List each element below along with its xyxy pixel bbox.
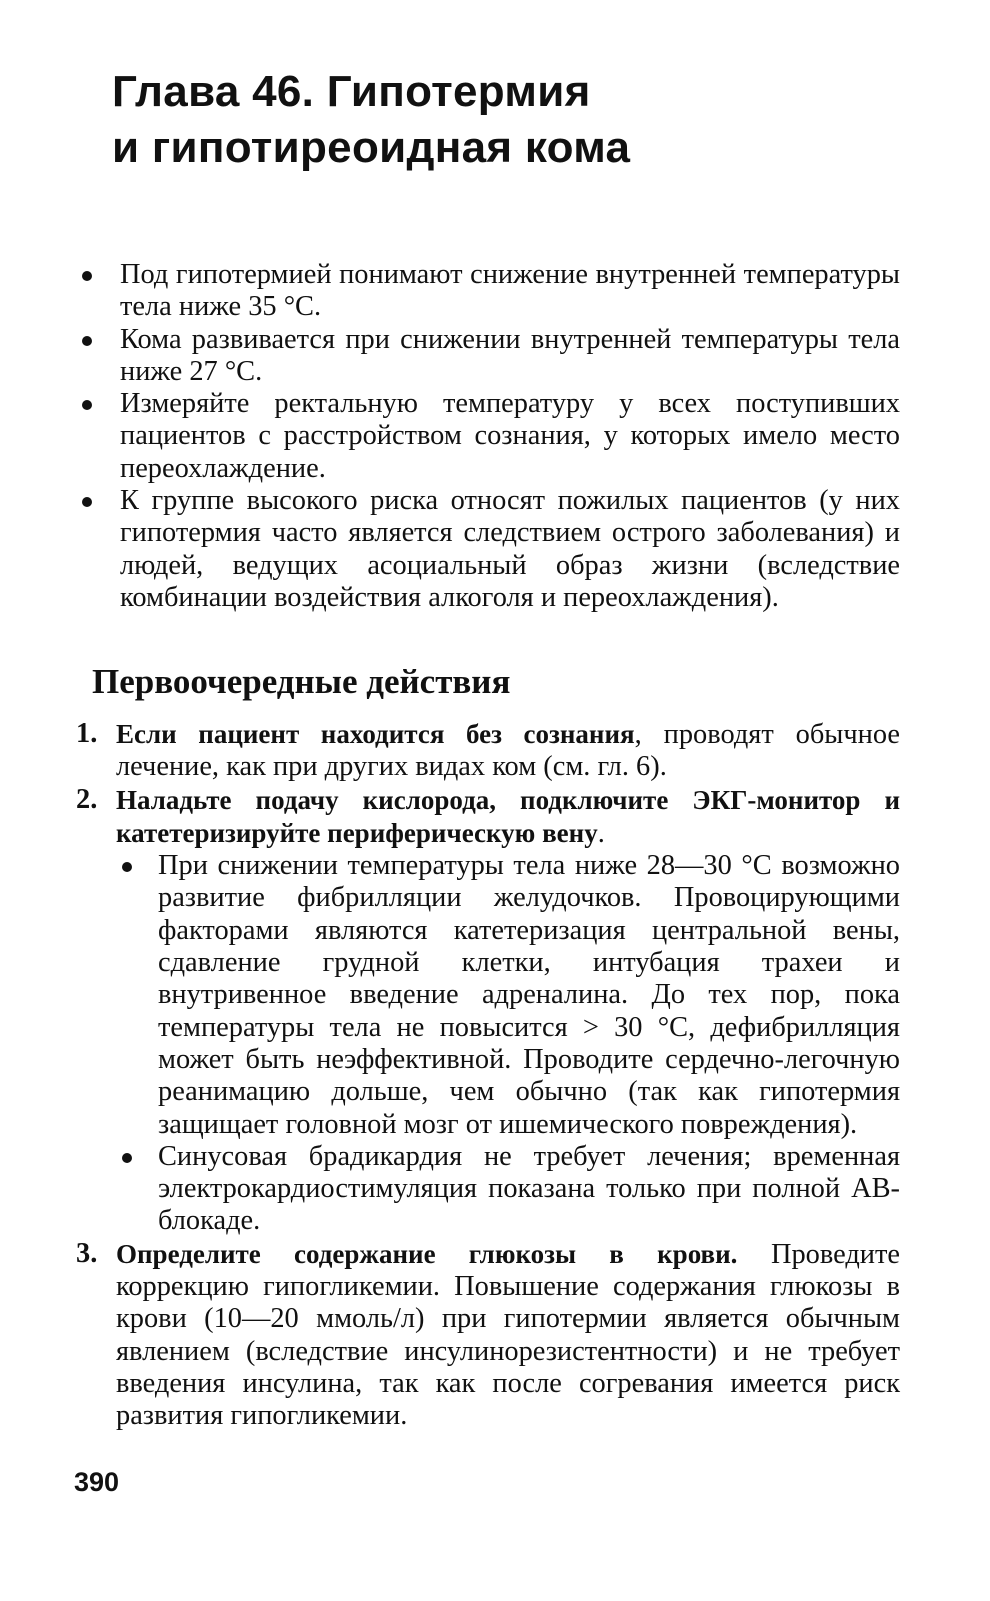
step-heading: Наладьте подачу кислорода, подключите ЭКГ-монитор и катетеризируйте периферическую вену — [116, 784, 900, 848]
step-heading: Определите содержание глюкозы в крови. — [116, 1238, 738, 1269]
chapter-title-line-2: и гипотиреоидная кома — [112, 123, 631, 172]
step-number: 2. — [76, 783, 98, 815]
chapter-title-line-1: Глава 46. Гипотермия — [112, 67, 591, 116]
intro-bullet-text: К группе высокого риска относят пожилых пациентов (у них гипотермия часто является следствием острого заболевания) и людей, ведущих асоциальный образ жизни (вследствие комбинации воздействия алкоголя и переохлаждения). — [120, 485, 900, 613]
intro-bullet-text: Под гипотермией понимают снижение внутренней температуры тела ниже 35 °С. — [120, 259, 900, 323]
sub-bullet-text: При снижении температуры тела ниже 28—30 °С возможно развитие фибрилляции желудочков. Провоцирующими факторами являются катетеризация центральной вены, сдавление грудной клетки, интубация трахеи и внутривенное введение адреналина. До тех пор, пока температуры тела не повысится > 30 °С, дефибрилляция может быть неэффективной. Проводите сердечно-легочную реанимацию дольше, чем обычно (так как гипотермия защищает головной мозг от ишемического повреждения). — [158, 850, 900, 1140]
intro-bullet — [78, 388, 900, 485]
action-step — [76, 718, 900, 784]
bullet-dot-icon — [82, 271, 92, 281]
intro-bullet-list — [78, 259, 900, 614]
sub-bullet — [116, 1141, 900, 1238]
intro-bullet — [78, 259, 900, 324]
action-steps-list — [76, 718, 900, 1433]
bullet-dot-icon — [82, 400, 92, 410]
action-step — [76, 1238, 900, 1433]
bullet-dot-icon — [122, 862, 132, 872]
chapter-title — [112, 64, 912, 176]
step-text: . — [597, 817, 605, 849]
bullet-dot-icon — [122, 1153, 132, 1163]
step-heading: Если пациент находится без сознания — [116, 719, 635, 749]
action-step — [76, 784, 900, 1238]
bullet-dot-icon — [82, 336, 92, 346]
intro-bullet — [78, 485, 900, 614]
sub-bullet — [116, 850, 900, 1141]
bullet-dot-icon — [82, 497, 92, 507]
step-sub-bullet-list — [116, 850, 900, 1238]
step-text: Проведите коррекцию гипогликемии. Повышение содержания глюкозы в крови (10—20 ммоль/л) при гипотермии является обычным явлением (вследствие инсулинорезистентности) и не требует введения инсулина, так как после согревания имеется риск развития гипогликемии. — [116, 1238, 900, 1432]
page-number: 390 — [74, 1467, 120, 1497]
step-number: 1. — [76, 718, 98, 749]
step-text: , проводят обычное лечение, как при других видах ком (см. гл. 6). — [116, 719, 900, 783]
section-title: Первоочередные действия — [92, 662, 511, 701]
intro-bullet-text: Измеряйте ректальную температуру у всех поступивших пациентов с расстройством сознания, у которых имело место переохлаждение. — [120, 388, 900, 484]
intro-bullet-text: Кома развивается при снижении внутренней температуры тела ниже 27 °С. — [120, 323, 900, 387]
intro-bullet — [78, 324, 900, 389]
step-number: 3. — [76, 1237, 98, 1269]
sub-bullet-text: Синусовая брадикардия не требует лечения; временная электрокардиостимуляция показана только при полной АВ-блокаде. — [158, 1140, 900, 1237]
